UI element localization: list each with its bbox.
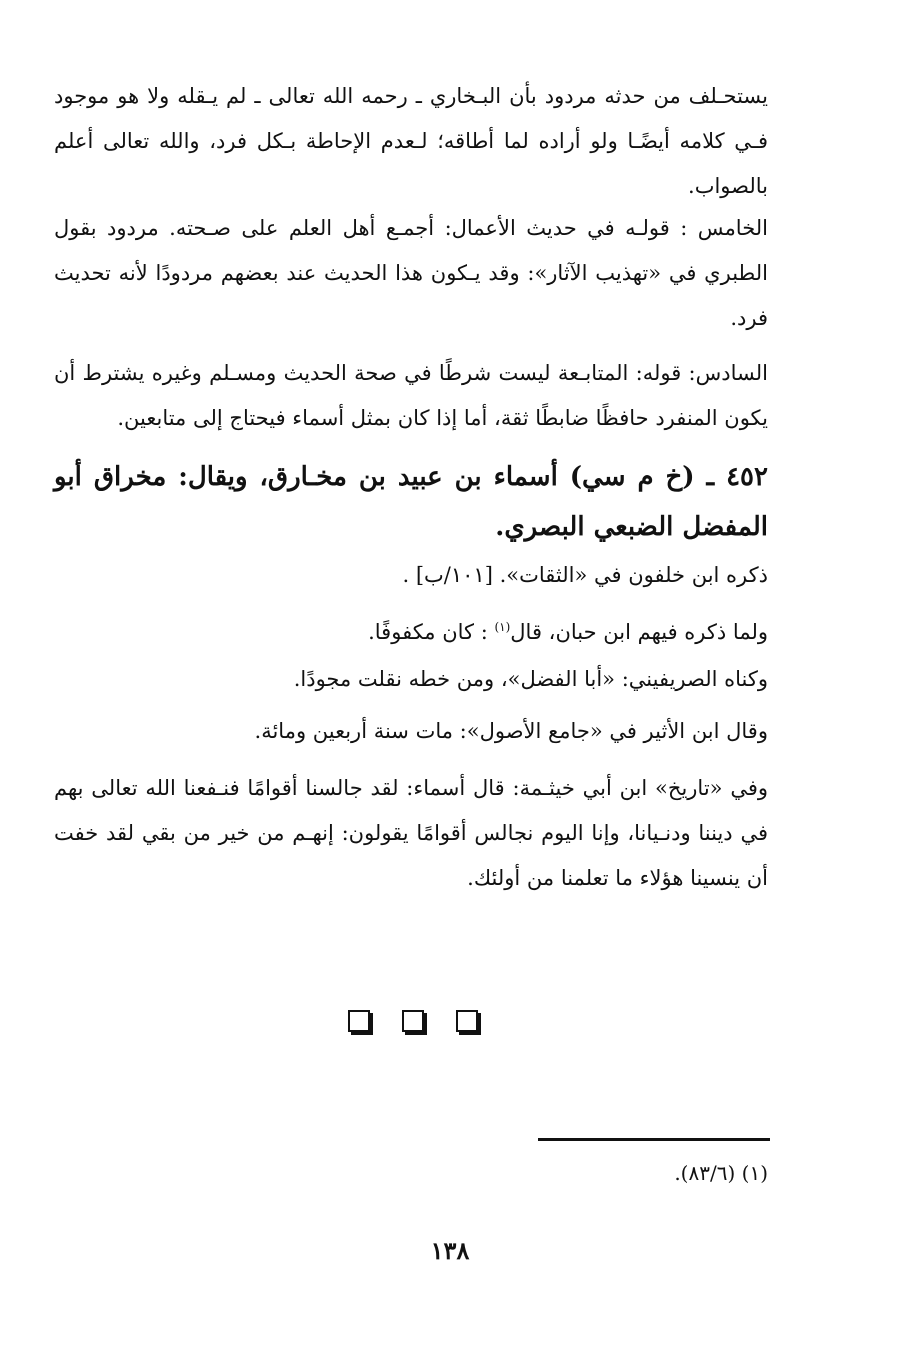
paragraph-1: يستحـلف من حدثه مردود بأن البـخاري ـ رحمه الله تعالى ـ لم يـقله ولا هو موجود فـي كلامه أيضًـا ولو أراده لما أطاقه؛ لـعدم الإحاطة بـكل فرد، والله تعالى أعلم بالصواب. (54, 84, 768, 198)
footnote: (١) (٨٣/٦). (674, 1161, 768, 1185)
square-ornament-icon (456, 1010, 478, 1032)
paragraph-fifth: الخامس : قولـه في حديث الأعمال: أجمـع أهل العلم على صـحته. مردود بقول الطبري في «تهذيب الآثار»: وقد يـكون هذا الحديث عند بعضهم مردودًا لأنه تحديث فرد. (54, 216, 768, 330)
entry-line-ibn-hibban-quote: : كان مكفوفًا. (368, 620, 495, 644)
entry-line-ibn-athir: وقال ابن الأثير في «جامع الأصول»: مات سنة أربعين ومائة. (254, 719, 768, 743)
entry-line-sarifini: وكناه الصريفيني: «أبا الفضل»، ومن خطه نقلت مجودًا. (293, 667, 768, 691)
entry-line-ibn-hibban (54, 607, 768, 652)
footnote-divider (538, 1138, 770, 1141)
entry-line-thiqat: ذكره ابن خلفون في «الثقات». [١٠١/ب] . (402, 563, 768, 587)
entry-heading: ٤٥٢ ـ (خ م سي) أسماء بن عبيد بن مخـارق، ويقال: مخراق أبو المفضل الضبعي البصري. (54, 462, 768, 542)
paragraph-ibn-abi-khaythama: وفي «تاريخ» ابن أبي خيثـمة: قال أسماء: لقد جالسنا أقوامًا فنـفعنا الله تعالى بهم في ديننا ودنـيانا، وإنا اليوم نجالس أقوامًا يقولون: إنهـم من خير من بقي لقد خفت أن ينسينا هؤلاء ما تعلمنا من أولئك. (54, 776, 768, 890)
section-divider (348, 1010, 478, 1036)
page-number: ١٣٨ (430, 1236, 470, 1265)
paragraph-sixth: السادس: قوله: المتابـعة ليست شرطًا في صحة الحديث ومسـلم وغيره يشترط أن يكون المنفرد حافظًا ضابطًا ثقة، أما إذا كان بمثل أسماء فيحتاج إلى متابعين. (54, 361, 768, 430)
square-ornament-icon (402, 1010, 424, 1032)
square-ornament-icon (348, 1010, 370, 1032)
footnote-ref: (١) (494, 620, 511, 634)
entry-line-ibn-hibban-text: ولما ذكره فيهم ابن حبان، قال (510, 620, 768, 644)
